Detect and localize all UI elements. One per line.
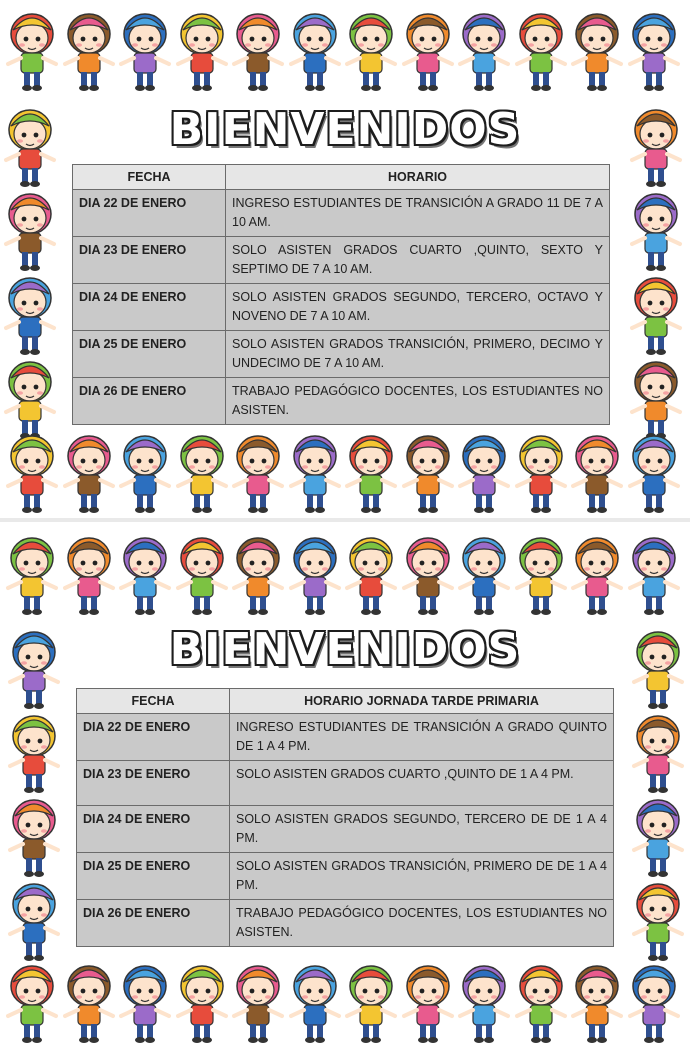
cartoon-kid-icon — [61, 4, 117, 92]
cartoon-kid-icon — [4, 956, 60, 1044]
row-date: DIA 24 DE ENERO — [77, 806, 230, 853]
cartoon-kid-icon — [343, 528, 399, 616]
row-date: DIA 26 DE ENERO — [77, 900, 230, 947]
cartoon-kid-icon — [626, 956, 682, 1044]
table-row — [77, 761, 614, 806]
column-header-schedule: HORARIO JORNADA TARDE PRIMARIA — [230, 689, 614, 714]
table-row — [77, 853, 614, 900]
cartoon-kid-icon — [569, 426, 625, 514]
welcome-panel-afternoon — [0, 522, 690, 1050]
row-schedule-text: TRABAJO PEDAGÓGICO DOCENTES, LOS ESTUDIANTES NO ASISTEN. — [230, 900, 614, 947]
row-schedule-text: SOLO ASISTEN GRADOS CUARTO ,QUINTO DE 1 A 4 PM. — [230, 761, 614, 806]
cartoon-kid-icon — [400, 528, 456, 616]
cartoon-kid-icon — [630, 790, 686, 878]
cartoon-kid-icon — [513, 956, 569, 1044]
cartoon-kid-icon — [630, 706, 686, 794]
table-row — [73, 190, 610, 237]
cartoon-kid-icon — [513, 426, 569, 514]
cartoon-kid-icon — [6, 706, 62, 794]
cartoon-kid-icon — [569, 4, 625, 92]
row-schedule-text: INGRESO ESTUDIANTES DE TRANSICIÓN A GRADO 11 DE 7 A 10 AM. — [226, 190, 610, 237]
row-schedule-text: TRABAJO PEDAGÓGICO DOCENTES, LOS ESTUDIANTES NO ASISTEN. — [226, 378, 610, 425]
column-header-date: FECHA — [77, 689, 230, 714]
cartoon-kid-icon — [400, 4, 456, 92]
cartoon-kid-icon — [174, 4, 230, 92]
kids-border-bottom — [0, 954, 690, 1046]
table-header-row — [77, 689, 614, 714]
cartoon-kid-icon — [343, 4, 399, 92]
cartoon-kid-icon — [513, 4, 569, 92]
row-date: DIA 23 DE ENERO — [77, 761, 230, 806]
cartoon-kid-icon — [626, 426, 682, 514]
table-row — [73, 237, 610, 284]
cartoon-kid-icon — [117, 426, 173, 514]
row-schedule-text: SOLO ASISTEN GRADOS CUARTO ,QUINTO, SEXTO Y SEPTIMO DE 7 A 10 AM. — [226, 237, 610, 284]
row-date: DIA 22 DE ENERO — [77, 714, 230, 761]
cartoon-kid-icon — [4, 4, 60, 92]
cartoon-kid-icon — [456, 426, 512, 514]
row-date: DIA 25 DE ENERO — [77, 853, 230, 900]
cartoon-kid-icon — [287, 426, 343, 514]
cartoon-kid-icon — [6, 790, 62, 878]
cartoon-kid-icon — [628, 184, 684, 272]
cartoon-kid-icon — [626, 528, 682, 616]
cartoon-kid-icon — [174, 528, 230, 616]
row-date: DIA 22 DE ENERO — [73, 190, 226, 237]
table-row — [73, 331, 610, 378]
cartoon-kid-icon — [626, 4, 682, 92]
cartoon-kid-icon — [343, 956, 399, 1044]
welcome-panel-morning — [0, 0, 690, 518]
table-row — [73, 284, 610, 331]
cartoon-kid-icon — [61, 956, 117, 1044]
row-schedule-text: INGRESO ESTUDIANTES DE TRANSICIÓN A GRADO QUINTO DE 1 A 4 PM. — [230, 714, 614, 761]
schedule-table — [76, 688, 614, 947]
cartoon-kid-icon — [456, 528, 512, 616]
cartoon-kid-icon — [2, 268, 58, 356]
cartoon-kid-icon — [569, 528, 625, 616]
cartoon-kid-icon — [117, 4, 173, 92]
cartoon-kid-icon — [287, 528, 343, 616]
kids-border-top — [0, 526, 690, 618]
row-schedule-text: SOLO ASISTEN GRADOS TRANSICIÓN, PRIMERO, DECIMO Y UNDECIMO DE 7 A 10 AM. — [226, 331, 610, 378]
cartoon-kid-icon — [628, 268, 684, 356]
cartoon-kid-icon — [630, 874, 686, 962]
table-row — [73, 378, 610, 425]
welcome-title: BIENVENIDOS — [169, 624, 521, 675]
cartoon-kid-icon — [230, 528, 286, 616]
row-date: DIA 25 DE ENERO — [73, 331, 226, 378]
cartoon-kid-icon — [4, 426, 60, 514]
row-date: DIA 24 DE ENERO — [73, 284, 226, 331]
cartoon-kid-icon — [287, 4, 343, 92]
cartoon-kid-icon — [513, 528, 569, 616]
table-row — [77, 806, 614, 853]
welcome-title: BIENVENIDOS — [169, 104, 521, 155]
cartoon-kid-icon — [230, 956, 286, 1044]
cartoon-kid-icon — [456, 956, 512, 1044]
cartoon-kid-icon — [400, 956, 456, 1044]
row-date: DIA 23 DE ENERO — [73, 237, 226, 284]
cartoon-kid-icon — [61, 426, 117, 514]
kids-border-top — [0, 2, 690, 94]
schedule-table — [72, 164, 610, 425]
cartoon-kid-icon — [174, 426, 230, 514]
table-header-row — [73, 165, 610, 190]
cartoon-kid-icon — [117, 956, 173, 1044]
cartoon-kid-icon — [569, 956, 625, 1044]
cartoon-kid-icon — [117, 528, 173, 616]
cartoon-kid-icon — [2, 184, 58, 272]
row-date: DIA 26 DE ENERO — [73, 378, 226, 425]
column-header-date: FECHA — [73, 165, 226, 190]
table-row — [77, 900, 614, 947]
row-schedule-text: SOLO ASISTEN GRADOS SEGUNDO, TERCERO DE DE 1 A 4 PM. — [230, 806, 614, 853]
column-header-schedule: HORARIO — [226, 165, 610, 190]
cartoon-kid-icon — [6, 874, 62, 962]
kids-border-bottom — [0, 424, 690, 516]
row-schedule-text: SOLO ASISTEN GRADOS TRANSICIÓN, PRIMERO DE DE 1 A 4 PM. — [230, 853, 614, 900]
cartoon-kid-icon — [230, 426, 286, 514]
cartoon-kid-icon — [287, 956, 343, 1044]
cartoon-kid-icon — [343, 426, 399, 514]
row-schedule-text: SOLO ASISTEN GRADOS SEGUNDO, TERCERO, OCTAVO Y NOVENO DE 7 A 10 AM. — [226, 284, 610, 331]
cartoon-kid-icon — [174, 956, 230, 1044]
cartoon-kid-icon — [230, 4, 286, 92]
table-row — [77, 714, 614, 761]
cartoon-kid-icon — [61, 528, 117, 616]
cartoon-kid-icon — [400, 426, 456, 514]
cartoon-kid-icon — [456, 4, 512, 92]
cartoon-kid-icon — [4, 528, 60, 616]
